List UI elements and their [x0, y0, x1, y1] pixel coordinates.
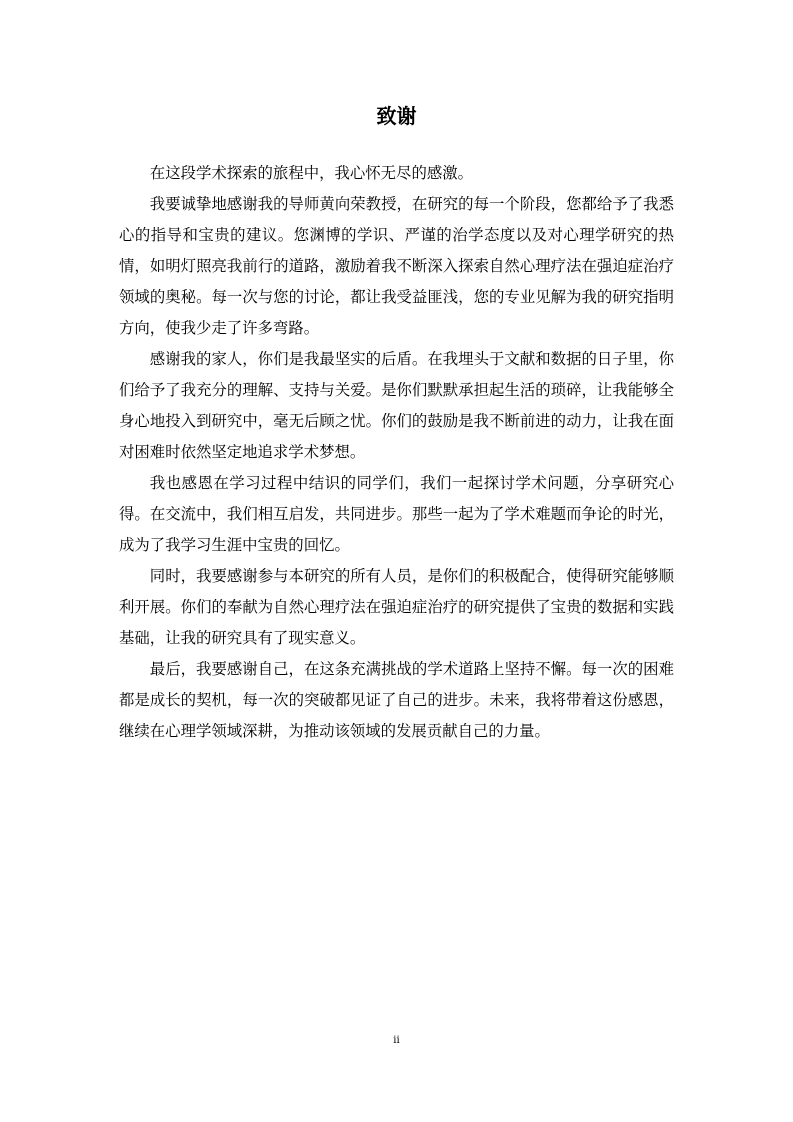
paragraph-classmates: 我也感恩在学习过程中结识的同学们，我们一起探讨学术问题，分享研究心得。在交流中，我们相互启发，共同进步。那些一起为了学术难题而争论的时光，成为了我学习生涯中宝贵的回忆。	[119, 474, 674, 554]
acknowledgement-body	[119, 158, 674, 747]
paragraph-self: 最后，我要感谢自己，在这条充满挑战的学术道路上坚持不懈。每一次的困难都是成长的契机，每一次的突破都见证了自己的进步。未来，我将带着这份感恩，继续在心理学领域深耕，为推动该领域的发展贡献自己的力量。	[119, 660, 674, 740]
paragraph-intro: 在这段学术探索的旅程中，我心怀无尽的感激。	[149, 164, 474, 182]
page-number: ii	[393, 1035, 400, 1046]
paragraph-family: 感谢我的家人，你们是我最坚实的后盾。在我埋头于文献和数据的日子里，你们给予了我充分的理解、支持与关爱。是你们默默承担起生活的琐碎，让我能够全身心地投入到研究中，毫无后顾之忧。你们的鼓励是我不断前进的动力，让我在面对困难时依然坚定地追求学术梦想。	[119, 350, 674, 461]
paragraph-advisor: 我要诚挚地感谢我的导师黄向荣教授，在研究的每一个阶段，您都给予了我悉心的指导和宝贵的建议。您渊博的学识、严谨的治学态度以及对心理学研究的热情，如明灯照亮我前行的道路，激励着我不断深入探索自然心理疗法在强迫症治疗领域的奥秘。每一次与您的讨论，都让我受益匪浅，您的专业见解为我的研究指明方向，使我少走了许多弯路。	[119, 195, 674, 337]
page-title: 致谢	[376, 104, 417, 128]
paragraph-participants: 同时，我要感谢参与本研究的所有人员，是你们的积极配合，使得研究能够顺利开展。你们的奉献为自然心理疗法在强迫症治疗的研究提供了宝贵的数据和实践基础，让我的研究具有了现实意义。	[119, 567, 674, 647]
